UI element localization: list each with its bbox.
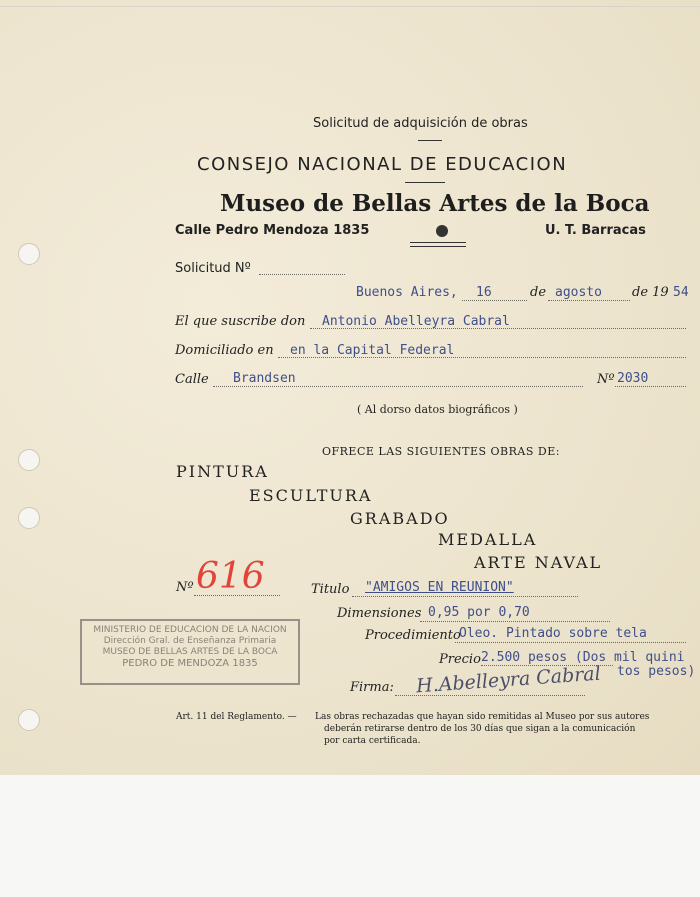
offers-heading: OFRECE LAS SIGUIENTES OBRAS DE:	[322, 445, 560, 458]
stamp-line: PEDRO DE MENDOZA 1835	[122, 658, 258, 669]
divider	[410, 242, 466, 243]
day: 16	[476, 285, 492, 300]
emblem-icon	[436, 225, 448, 237]
museum-stamp	[80, 619, 300, 685]
address-left: Calle Pedro Mendoza 1835	[175, 223, 370, 238]
signature: H.Abelleyra Cabral	[415, 662, 602, 698]
street-field	[213, 386, 583, 387]
request-number-field	[259, 274, 345, 275]
category-medalla: MEDALLA	[438, 530, 538, 549]
divider	[410, 246, 466, 247]
entry-number: 616	[196, 556, 265, 597]
subscriber-label: El que suscribe don	[175, 314, 306, 329]
footer-text-2: deberán retirarse dentro de los 30 días que sigan a la comunicación	[324, 724, 636, 734]
entry-number-label: Nº	[176, 580, 194, 595]
dimensions: 0,95 por 0,70	[428, 605, 530, 620]
price: 2.500 pesos (Dos mil quini	[481, 650, 685, 665]
council-heading: CONSEJO NACIONAL DE EDUCACION	[197, 154, 568, 175]
dimensions-label: Dimensiones	[337, 606, 422, 621]
entry-field	[194, 595, 280, 596]
footer-text-1: Las obras rechazadas que hayan sido remitidas al Museo por sus autores	[315, 712, 650, 722]
category-escultura: ESCULTURA	[249, 486, 373, 505]
punch-hole	[18, 449, 40, 471]
category-pintura: PINTURA	[176, 462, 269, 481]
procedure-field	[455, 642, 686, 643]
signature-label: Firma:	[350, 680, 394, 695]
signature-field	[395, 695, 585, 696]
title-label: Titulo	[311, 582, 350, 597]
dimensions-field	[420, 621, 610, 622]
month-field	[548, 300, 630, 301]
divider	[405, 182, 445, 183]
footer-label: Art. 11 del Reglamento. —	[176, 712, 297, 722]
procedure-label: Procedimiento	[365, 628, 461, 643]
de-label: de	[530, 285, 547, 300]
category-grabado: GRABADO	[350, 509, 450, 528]
category-arte-naval: ARTE NAVAL	[474, 553, 603, 572]
punch-hole	[18, 507, 40, 529]
footer-text-3: por carta certificada.	[324, 736, 421, 746]
request-number-label: Solicitud Nº	[175, 261, 251, 276]
procedure: Oleo. Pintado sobre tela	[459, 626, 647, 641]
subscriber-field	[310, 328, 686, 329]
number-label: Nº	[597, 372, 615, 387]
museum-heading: Museo de Bellas Artes de la Boca	[220, 190, 650, 217]
artwork-title: "AMIGOS EN REUNION"	[365, 580, 514, 595]
sleeve-edge	[0, 6, 700, 7]
domicile-label: Domiciliado en	[175, 343, 274, 358]
stamp-line: MINISTERIO DE EDUCACION DE LA NACION	[93, 625, 287, 635]
stamp-line: MUSEO DE BELLAS ARTES DE LA BOCA	[102, 647, 278, 657]
price-continued: tos pesos)	[617, 664, 696, 679]
punch-hole	[18, 243, 40, 265]
domicile-field	[278, 357, 686, 358]
year-prefix: de 19	[632, 285, 669, 300]
title-field	[352, 596, 578, 597]
month: agosto	[555, 285, 602, 300]
day-field	[462, 300, 527, 301]
address-right: U. T. Barracas	[545, 223, 646, 238]
street-label: Calle	[175, 372, 209, 387]
price-label: Precio	[439, 652, 481, 667]
domicile: en la Capital Federal	[290, 343, 455, 358]
stamp-line: Dirección Gral. de Enseñanza Primaria	[103, 636, 277, 646]
form-title: Solicitud de adquisición de obras	[313, 116, 528, 131]
number-field	[615, 386, 686, 387]
punch-hole	[18, 709, 40, 731]
divider	[418, 140, 442, 141]
year-suffix: 54	[673, 285, 689, 300]
street: Brandsen	[233, 371, 296, 386]
place: Buenos Aires,	[356, 285, 458, 300]
subscriber-name: Antonio Abelleyra Cabral	[322, 314, 510, 329]
street-number: 2030	[617, 371, 649, 386]
bio-note: ( Al dorso datos biográficos )	[357, 403, 518, 416]
